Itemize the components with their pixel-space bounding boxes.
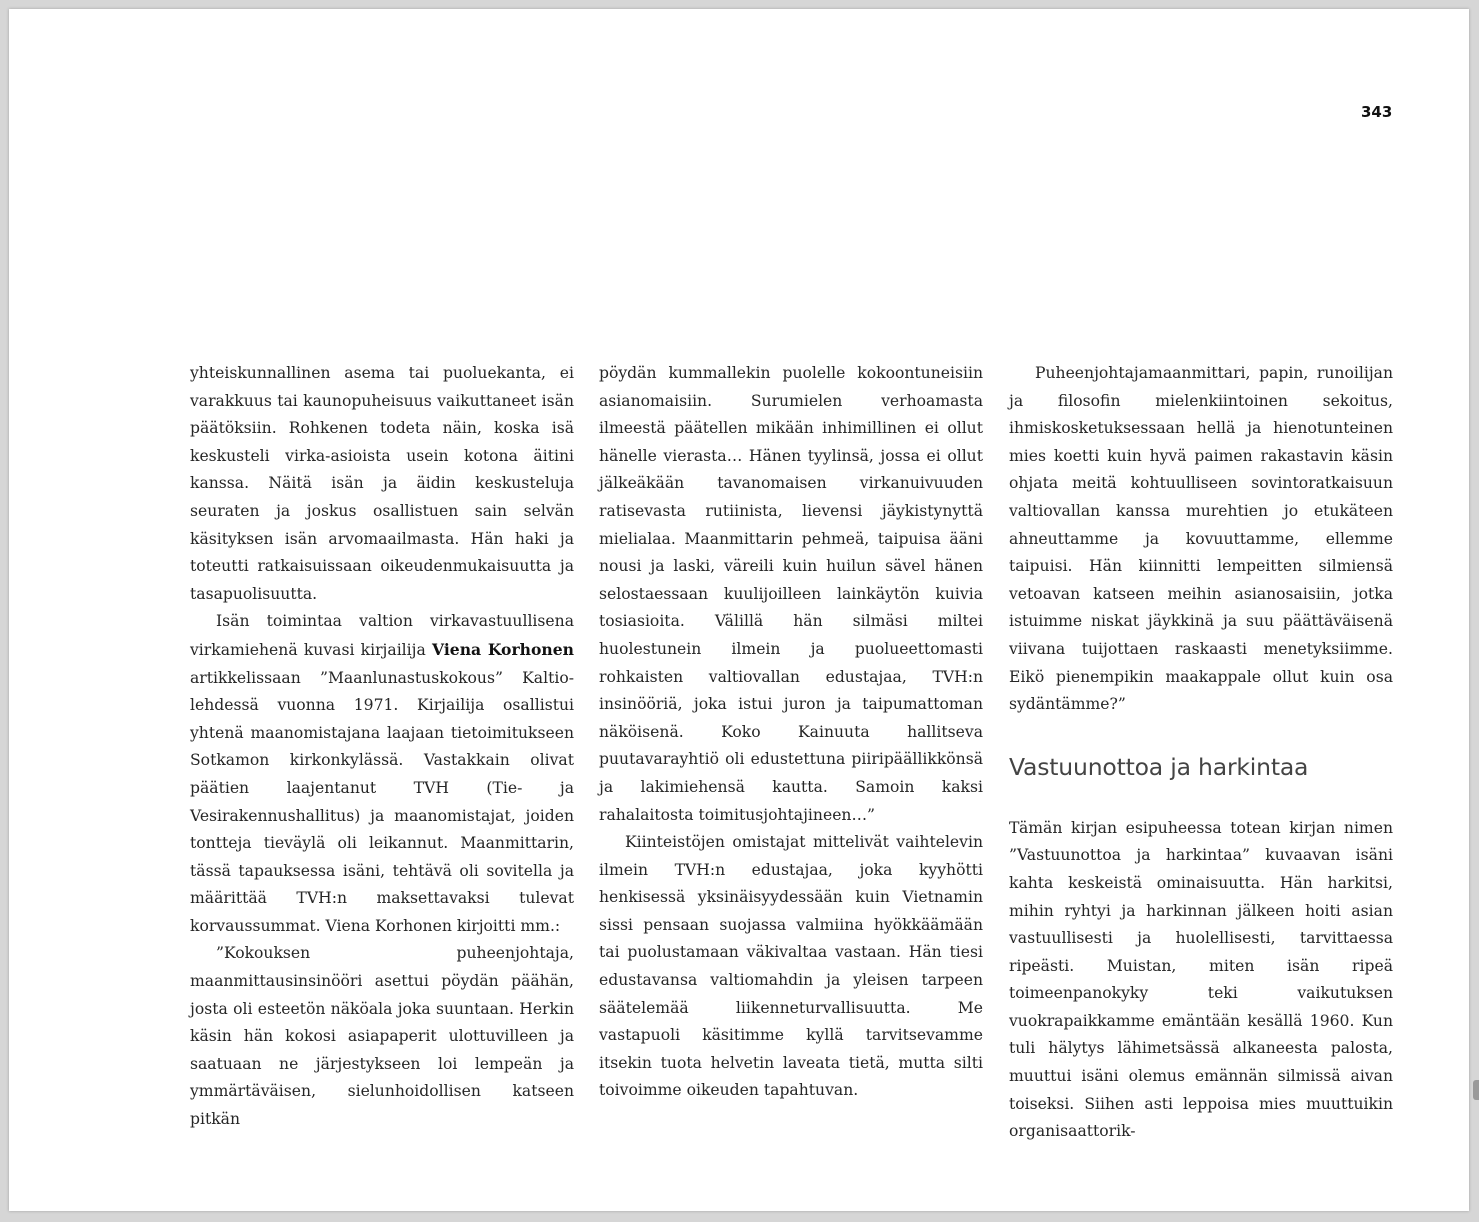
page-number: 343 bbox=[1361, 103, 1393, 121]
quote-paragraph: pöydän kummallekin puolelle kokoontuneisiin asianomaisiin. Surumielen verhoamasta ilmeestä päätellen mikään inhimillinen ei ollut hänelle vierasta… Hänen tyylinsä, jossa ei ollut jälkeäkään tavanomaisen virkanuivuuden ratisevasta rutiinista, lievensi jäykistynyttä mielialaa. Maanmittarin pehmeä, taipuisa ääni nousi ja laski, väreili kuin huilun sävel hänen selostaessaan kuulijoilleen lainkäytön kuivia tosiasioita. Välillä hän silmäsi miltei huolestunein ilmein ja puolueettomasti rohkaisten valtiovallan edustajaa, TVH:n insinööriä, joka istui juron ja taipumattoman näköisenä. Koko Kainuuta hallitseva puutavarayhtiö oli edustettuna piiripäällikkönsä ja lakimiehensä kautta. Samoin kaksi rahalaitosta toimitusjohtajineen…” bbox=[599, 364, 983, 824]
paragraph-text: artikkelissaan ”Maanlunastuskokous” Kaltio-lehdessä vuonna 1971. Kirjailija osallistui yhtenä maanomistajana laajaan tietoimitukseen Sotkamon kirkonkylässä. Vastakkain olivat päätien laajentanut TVH (Tie- ja Vesirakennushallitus) ja maanomistajat, joiden tontteja tieväylä oli leikannut. Maanmittarin, tässä tapauksessa isäni, tehtävä oli sovitella ja määrittää TVH:n maksettavaksi tulevat korvaussummat. Viena Korhonen kirjoitti mm.: bbox=[190, 668, 574, 935]
author-name: Viena Korhonen bbox=[432, 639, 575, 659]
book-page bbox=[9, 9, 1469, 1211]
quote-paragraph: Puheenjohtajamaanmittari, papin, runoilijan ja filosofin mielenkiintoinen sekoitus, ihmiskosketuksessaan hellä ja hienotunteinen mies koetti kuin hyvä paimen rakastavin käsin ohjata meitä kohtuulliseen sovintoratkaisuun valtiovallan kanssa murehtien jo etukäteen ahneuttamme ja kovuuttamme, ellemme taipuisi. Hän kiinnitti lempeitten silmiensä vetoavan katseen meihin asianosaisiin, jotka istuimme niskat jäykkinä ja suu päättäväisenä viivana tuijottaen raskaasti menetyksiimme. Eikö pienempikin maakappale ollut kuin osa sydäntämme?” bbox=[1009, 364, 1393, 714]
paragraph: Tämän kirjan esipuheessa totean kirjan nimen ”Vastuunottoa ja harkintaa” kuvaavan isäni kahta keskeistä ominaisuutta. Hän harkitsi, mihin ryhtyi ja harkinnan jälkeen hoiti asian vastuullisesti ja huolellisesti, tarvittaessa ripeästi. Muistan, miten isän ripeä toimeenpanokyky teki vaikutuksen vuokrapaikkamme emäntään kesällä 1960. Kun tuli hälytys lähimetsässä alkaneesta palosta, muuttui isäni olemus emännän silmissä aivan toiseksi. Siihen asti leppoisa mies muuttuikin organisaattorik- bbox=[1009, 818, 1393, 1141]
quote-paragraph: ”Kokouksen puheenjohtaja, maanmittausinsinööri asettui pöydän päähän, josta oli esteetön näköala joka suuntaan. Herkin käsin hän kokosi asiapaperit ulottuvilleen ja saatuaan ne järjestykseen loi lempeän ja ymmärtäväisen, sielunhoidollisen katseen pitkän bbox=[190, 944, 574, 1129]
text-column-left bbox=[190, 360, 574, 1134]
paragraph: yhteiskunnallinen asema tai puoluekanta, ei varakkuus tai kaunopuheisuus vaikuttaneet isän päätöksiin. Rohkenen todeta näin, koska isä keskusteli virka-asioista usein kotona äitini kanssa. Näitä isän ja äidin keskusteluja seuraten ja joskus osallistuen sain selvän käsityksen isän arvomaailmasta. Hän haki ja toteutti ratkaisuissaan oikeudenmukaisuutta ja tasapuolisuutta. bbox=[190, 364, 574, 603]
paragraph bbox=[190, 608, 574, 940]
quote-paragraph: Kiinteistöjen omistajat mittelivät vaihtelevin ilmein TVH:n edustajaa, joka kyyhötti henkisessä yksinäisyydessään kuin Vietnamin sissi pensaan suojassa valmiina hyökkäämään tai puolustamaan väkivaltaa vastaan. Hän tiesi edustavansa valtiomahdin ja yleisen tarpeen säätelemää liikenneturvallisuutta. Me vastapuoli käsitimme kyllä tarvitsevamme itsekin tuota helvetin laveata tietä, mutta silti toivoimme oikeuden tapahtuvan. bbox=[599, 833, 983, 1100]
paragraph-text: Isän toimintaa valtion virkavastuullisena virkamiehenä kuvasi kirjailija bbox=[190, 612, 574, 659]
section-heading: Vastuunottoa ja harkintaa bbox=[1009, 752, 1309, 781]
scroll-handle[interactable] bbox=[1473, 1080, 1479, 1100]
text-column-middle bbox=[599, 360, 983, 1105]
text-column-right bbox=[1009, 360, 1393, 1146]
